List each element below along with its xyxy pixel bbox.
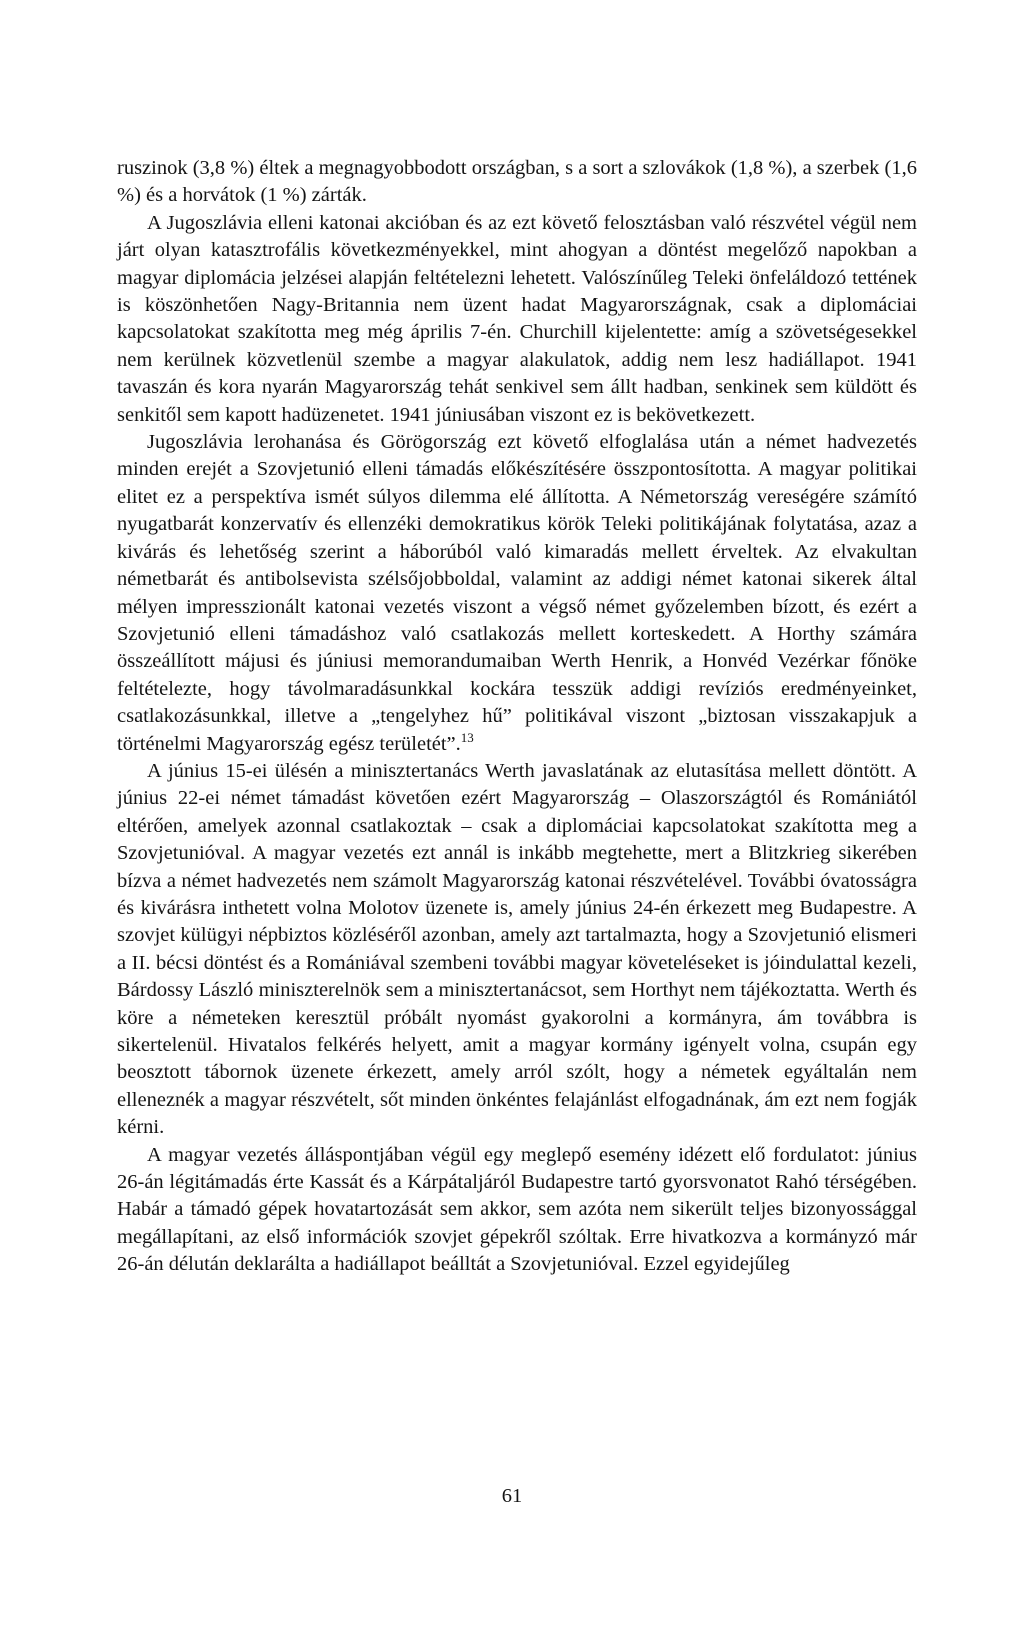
paragraph-3-text: Jugoszlávia lerohanása és Görögország ezt követő elfoglalása után a német hadvezetés minden erejét a Szovjetunió elleni támadás előkészítésére összpontosította. A magyar politikai elitet ez a perspektíva ismét súlyos dilemma elé állította. A Németország vereségére számító nyugatbarát konzervatív és ellenzéki demokratikus körök Teleki politikájának folytatása, azaz a kivárás és lehetőség szerint a háborúból való kimaradás mellett érveltek. Az elvakultan németbarát és antibolsevista szélsőjobboldal, valamint az addigi német katonai sikerek által mélyen impresszionált katonai vezetés viszont a végső német győzelemben bízott, és ezért a Szovjetunió elleni támadáshoz való csatlakozás mellett korteskedett. A Horthy számára összeállított májusi és júniusi memorandumaiban Werth Henrik, a Honvéd Vezérkar főnöke feltételezte, hogy távolmaradásunkkal kockára tesszük addigi revíziós eredményeinket, csatlakozásunkkal, illetve a „tengelyhez hű” politikával viszont „biztosan visszakapjuk a történelmi Magyarország egész területét”.: [117, 431, 917, 755]
page-body: [117, 155, 917, 1279]
paragraph-1: ruszinok (3,8 %) éltek a megnagyobbodott országban, s a sort a szlovákok (1,8 %), a szerbek (1,6 %) és a horvátok (1 %) zárták.: [117, 157, 917, 207]
paragraph-4: A június 15-ei ülésén a minisztertanács Werth javaslatának az elutasítása mellett döntött. A június 22-ei német támadást követően ezért Magyarország – Olaszországtól és Romániától eltérően, amelyek azonnal csatlakoztak – csak a diplomáciai kapcsolatokat szakította meg a Szovjetunióval. A magyar vezetés ezt annál is inkább megtehette, mert a Blitzkrieg sikerében bízva a német hadvezetés nem számolt Magyarország katonai részvételével. További óvatosságra és kivárásra inthetett volna Molotov üzenete is, amely június 24-én érkezett meg Budapestre. A szovjet külügyi népbiztos közléséről azonban, amely azt tartalmazta, hogy a Szovjetunió elismeri a II. bécsi döntést és a Romániával szembeni további magyar követeléseket is jóindulattal kezeli, Bárdossy László miniszterelnök sem a minisztertanácsot, sem Horthyt nem tájékoztatta. Werth és köre a németeken keresztül próbált nyomást gyakorolni a kormányra, ám továbbra is sikertelenül. Hivatalos felkérés helyett, amit a magyar kormány igényelt volna, csupán egy beosztott tábornok üzenete érkezett, amely arról szólt, hogy a németek egyáltalán nem elleneznék a magyar részvételt, sőt minden önkéntes felajánlást elfogadnának, ám ezt nem fogják kérni.: [117, 759, 917, 1139]
footnote-reference[interactable]: 13: [460, 729, 474, 745]
paragraph-2: A Jugoszlávia elleni katonai akcióban és az ezt követő felosztásban való részvétel végül nem járt olyan katasztrofális következményekkel, mint ahogyan a döntést megelőző napokban a magyar diplomácia jelzései alapján feltételezni lehetett. Valószínűleg Teleki önfeláldozó tettének is köszönhetően Nagy-Britannia nem üzent hadat Magyarországnak, csak a diplomáciai kapcsolatokat szakította meg még április 7-én. Churchill kijelentette: amíg a szövetségesekkel nem kerülnek közvetlenül szembe a magyar alakulatok, addig nem lesz hadiállapot. 1941 tavaszán és kora nyarán Magyarország tehát senkivel sem állt hadban, senkinek sem küldött és senkitől sem kapott hadüzenetet. 1941 júniusában viszont ez is bekövetkezett.: [117, 211, 917, 426]
paragraph-3: [117, 429, 917, 758]
paragraph-5: A magyar vezetés álláspontjában végül egy meglepő esemény idézett elő fordulatot: június 26-án légitámadás érte Kassát és a Kárpátaljáról Budapestre tartó gyorsvonatot Rahó térségében. Habár a támadó gépek hovatartozását sem akkor, sem azóta nem sikerült teljes bizonyossággal megállapítani, az első információk szovjet gépekről szóltak. Erre hivatkozva a kormányzó már 26-án délután deklarálta a hadiállapot beálltát a Szovjetunióval. Ezzel egyidejűleg: [117, 1143, 917, 1276]
page-number: 61: [501, 1485, 523, 1507]
